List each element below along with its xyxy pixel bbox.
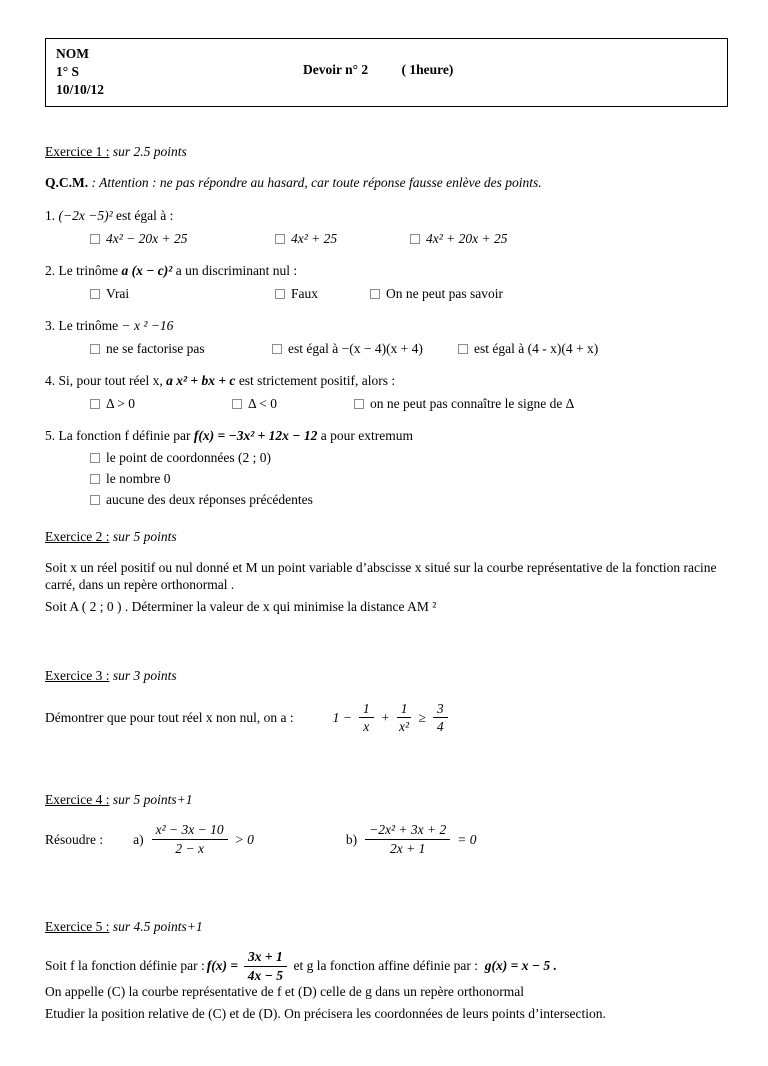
question-5 [45, 427, 728, 508]
option-label: est égal à (4 - x)(4 + x) [474, 341, 599, 357]
qcm-option[interactable] [90, 491, 728, 509]
option-label: aucune des deux réponses précédentes [106, 491, 313, 507]
exercise-3-heading [45, 667, 728, 685]
f-of-x: f(x) = [206, 958, 239, 974]
qcm-option[interactable] [275, 285, 370, 303]
exercise-4-statement [45, 822, 728, 856]
checkbox-icon[interactable] [90, 474, 100, 484]
equation-b: = 0 [457, 831, 477, 847]
exercise-5-statement [45, 949, 728, 983]
assignment-title-text: Devoir n° 2 [303, 62, 369, 77]
question-5-pre: 5. La fonction f définie par [45, 427, 194, 443]
fraction [152, 822, 228, 856]
question-4-math: a x² + bx + c [166, 372, 236, 388]
option-label: 4x² + 20x + 25 [426, 231, 508, 247]
question-5-options [45, 449, 728, 508]
denominator: 4 [436, 719, 444, 735]
qcm-option[interactable] [90, 395, 232, 413]
item-a-label: a) [133, 831, 144, 847]
question-4-options [45, 395, 728, 413]
exercise-5-line3: Etudier la position relative de (C) et de (D). On précisera les coordonnées de leurs points d’intersection. [45, 1005, 606, 1021]
assignment-title [303, 61, 453, 79]
checkbox-icon[interactable] [232, 399, 242, 409]
exercise-2-points: sur 5 points [112, 529, 177, 545]
question-5-math: f(x) = −3x² + 12x − 12 [193, 427, 318, 443]
exercise-3-title: Exercice 3 : [45, 668, 110, 684]
option-label: le nombre 0 [106, 471, 171, 486]
exercise-2-title: Exercice 2 : [45, 529, 110, 545]
question-2-text [45, 262, 728, 280]
exercise-4-points: sur 5 points+1 [112, 791, 193, 807]
option-label: Δ > 0 [106, 396, 136, 412]
option-label: le point de coordonnées (2 ; 0) [106, 450, 271, 466]
checkbox-icon[interactable] [90, 495, 100, 505]
numerator: x² − 3x − 10 [152, 822, 228, 840]
exercise-5-title: Exercice 5 : [45, 919, 110, 935]
question-1-math: (−2x −5)² [58, 207, 113, 223]
checkbox-icon[interactable] [370, 289, 380, 299]
question-5-post: a pour extremum [317, 427, 413, 443]
expr-term: 1 − [332, 710, 352, 726]
denominator: 4x − 5 [247, 967, 283, 983]
question-4-text [45, 372, 728, 390]
qcm-option[interactable] [232, 395, 354, 413]
checkbox-icon[interactable] [90, 399, 100, 409]
checkbox-icon[interactable] [354, 399, 364, 409]
fraction [433, 701, 448, 735]
question-2 [45, 262, 728, 303]
question-1-post: est égal à : [112, 207, 174, 223]
student-name-label: NOM [56, 46, 89, 61]
option-label: on ne peut pas connaître le signe de Δ [370, 396, 575, 412]
exercise-5-heading [45, 918, 728, 936]
question-4-post: est strictement positif, alors : [235, 372, 396, 388]
question-1 [45, 207, 728, 248]
numerator: 1 [359, 701, 374, 719]
qcm-option[interactable] [90, 340, 272, 358]
exercise-5-points: sur 4.5 points+1 [112, 919, 203, 935]
inequality-expression [328, 701, 450, 735]
exercise-4-heading [45, 791, 728, 809]
exercise-5-line2: On appelle (C) la courbe représentative de f et (D) celle de g dans un repère orthonormal [45, 984, 525, 1000]
exercise-2-paragraph-1: Soit x un réel positif ou nul donné et M un point variable d’abscisse x situé sur la courbe représentative de la fonction racine carré, dans un repère orthonormal . [45, 559, 717, 593]
numerator: 3x + 1 [244, 949, 287, 967]
denominator: 2 − x [175, 840, 204, 856]
question-2-options [45, 285, 728, 303]
fraction [244, 949, 287, 983]
qcm-option[interactable] [90, 230, 275, 248]
fraction [365, 822, 450, 856]
checkbox-icon[interactable] [90, 344, 100, 354]
inequality-a: > 0 [234, 831, 254, 847]
qcm-option[interactable] [458, 340, 728, 358]
option-label: est égal à −(x − 4)(x + 4) [288, 341, 423, 357]
question-3-options [45, 340, 728, 358]
qcm-option[interactable] [90, 470, 728, 488]
numerator: −2x² + 3x + 2 [365, 822, 450, 840]
option-label: ne se factorise pas [106, 341, 205, 357]
fraction [359, 701, 374, 735]
expr-relation: ≥ [418, 710, 426, 726]
qcm-note: : Attention : ne pas répondre au hasard, car toute réponse fausse enlève des points. [88, 174, 542, 190]
denominator: 2x + 1 [390, 840, 426, 856]
question-3-text [45, 317, 728, 335]
option-label: 4x² + 25 [291, 231, 338, 247]
option-label: 4x² − 20x + 25 [106, 231, 188, 247]
class-label: 1° S [56, 63, 80, 79]
exercise-3-points: sur 3 points [112, 668, 177, 684]
question-4-pre: 4. Si, pour tout réel x, [45, 372, 167, 388]
question-1-pre: 1. [45, 207, 59, 223]
checkbox-icon[interactable] [410, 234, 420, 244]
checkbox-icon[interactable] [272, 344, 282, 354]
qcm-warning-line [45, 174, 728, 192]
checkbox-icon[interactable] [90, 453, 100, 463]
date-label: 10/10/12 [56, 81, 105, 97]
numerator: 3 [433, 701, 448, 719]
question-1-text [45, 207, 728, 225]
fraction [397, 701, 412, 735]
item-b-label: b) [345, 831, 358, 847]
checkbox-icon[interactable] [90, 289, 100, 299]
g-of-x: g(x) = x − 5 . [484, 958, 557, 974]
exercise-1-heading [45, 143, 728, 161]
question-4 [45, 372, 728, 413]
header-box [45, 38, 728, 107]
question-2-math: a (x − c)² [121, 262, 173, 278]
checkbox-icon[interactable] [275, 289, 285, 299]
question-2-pre: 2. Le trinôme [45, 262, 122, 278]
question-3 [45, 317, 728, 358]
expr-operator: + [380, 710, 390, 726]
checkbox-icon[interactable] [275, 234, 285, 244]
option-label: Faux [291, 286, 318, 302]
qcm-option[interactable] [370, 285, 728, 303]
option-label: Δ < 0 [248, 396, 278, 412]
exercise-5-pre: Soit f la fonction définie par : [45, 958, 205, 974]
exercise-2-heading [45, 528, 728, 546]
exercise-4-title: Exercice 4 : [45, 791, 110, 807]
numerator: 1 [397, 701, 412, 719]
qcm-option[interactable] [275, 230, 410, 248]
qcm-option[interactable] [90, 449, 728, 467]
qcm-option[interactable] [272, 340, 458, 358]
denominator: x² [399, 719, 410, 735]
checkbox-icon[interactable] [90, 234, 100, 244]
exercise-1-points: sur 2.5 points [112, 144, 187, 160]
exercise-1-title: Exercice 1 : [45, 144, 110, 160]
question-2-post: a un discriminant nul : [172, 262, 298, 278]
exercise-3-statement [45, 701, 728, 735]
qcm-option[interactable] [410, 230, 728, 248]
option-label: Vrai [106, 286, 130, 302]
exercise-3-lead: Démontrer que pour tout réel x non nul, on a : [45, 710, 294, 726]
duration-label: ( 1heure) [401, 62, 454, 77]
option-label: On ne peut pas savoir [386, 286, 503, 302]
exercise-4-lead: Résoudre : [45, 831, 104, 847]
denominator: x [363, 719, 370, 735]
question-5-text [45, 427, 728, 445]
qcm-option[interactable] [354, 395, 728, 413]
qcm-option[interactable] [90, 285, 275, 303]
exercise-5-mid: et g la fonction affine définie par : [286, 958, 485, 974]
question-1-options [45, 230, 728, 248]
exercise-2-paragraph-2: Soit A ( 2 ; 0 ) . Déterminer la valeur de x qui minimise la distance AM ² [45, 598, 437, 614]
qcm-label: Q.C.M. [45, 174, 89, 190]
checkbox-icon[interactable] [458, 344, 468, 354]
question-3-math: − x ² −16 [121, 317, 174, 333]
question-3-pre: 3. Le trinôme [45, 317, 122, 333]
